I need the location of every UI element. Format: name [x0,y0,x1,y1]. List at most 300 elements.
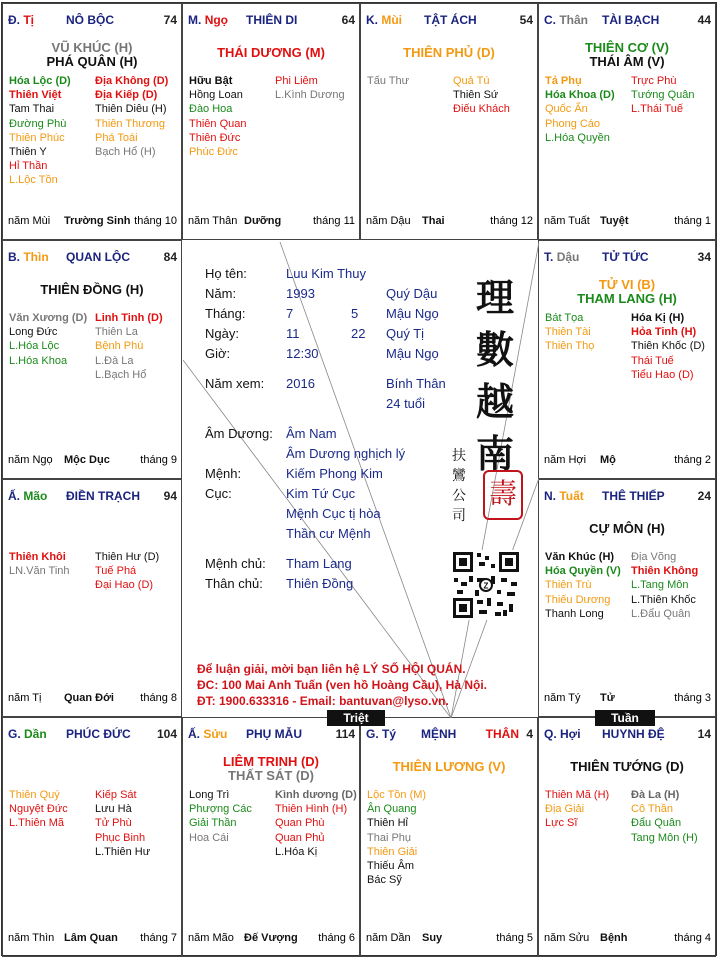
minor-star: Thiên Trù [545,579,592,592]
info-label: Mệnh chủ: [205,556,266,571]
info-value-canchi: Quý Tị [386,326,425,341]
minor-star: Hóa Lộc (D) [9,75,71,87]
minor-star: Bác Sỹ [367,874,402,887]
palace-footer [544,454,711,468]
left-star-list [189,788,252,845]
footer-month: tháng 3 [674,692,711,704]
minor-star: Tử Phù [95,817,132,830]
palace-cell-bot-1 [2,717,182,957]
calligraphy-char: 理 [475,275,514,320]
earthly-branch: Thân [559,13,589,27]
left-star-list [545,311,594,354]
palace-cell-bot-2 [182,717,360,957]
footer-stage: Suy [422,932,443,944]
info-value: Tham Lang [286,556,352,571]
minor-star: Phục Binh [95,831,146,844]
minor-star: L.Đà La [95,354,134,367]
main-star: THẤT SÁT (D) [228,768,314,783]
footer-month: tháng 4 [674,932,711,944]
info-value: 1993 [286,286,315,301]
contact-line-1: Để luận giải, mời bạn liên hệ LÝ SỐ HỘI QUÁN. [197,662,466,676]
minor-star: Đào Hoa [189,103,233,116]
palace-name: QUAN LỘC [66,250,130,264]
earthly-branch: Dậu [556,250,580,264]
info-label: Ngày: [205,326,239,341]
palace-header [544,250,711,266]
contact-line-2: ĐC: 100 Mai Anh Tuấn (ven hồ Hoàng Cầu), Hà Nội. [197,678,488,692]
earthly-branch: Tý [382,727,397,741]
tuan-marker: Tuần [595,710,655,726]
minor-star: Bạch Hổ (H) [95,146,156,159]
calligraphy-logo [471,272,519,480]
minor-star: Hoa Cái [189,831,229,844]
footer-month: tháng 12 [490,215,533,227]
minor-star: Thiên Quan [189,117,247,130]
palace-name: TẬT ÁCH [424,13,477,27]
footer-stage: Trường Sinh [64,215,131,227]
palace-name: NÔ BỘC [66,13,114,27]
minor-star: Quả Tú [453,75,490,87]
minor-star: Lưu Hà [95,803,132,816]
minor-star: Phong Cáo [545,117,601,130]
minor-star: Thiên Khôi [9,551,66,563]
minor-star: Thiên Thọ [545,340,595,353]
minor-star: Thiên Thương [95,117,166,130]
palace-number: 104 [156,727,177,741]
minor-star: Thiên Phúc [9,131,65,144]
calligraphy-char: 越 [475,379,514,424]
left-star-list [9,74,71,188]
minor-star: Quan Phù [275,817,325,830]
palace-name: MỆNH [421,727,457,741]
info-value: 7 [286,306,294,321]
main-star: THÁI DƯƠNG (M) [217,45,325,60]
footer-stage: Quan Đới [64,692,114,704]
footer-year: năm Thân [188,215,238,227]
palace-cell-bot-4 [538,717,716,957]
footer-stage: Tử [600,692,615,704]
right-star-list [631,788,698,845]
palace-name: PHỤ MẪU [246,727,302,741]
palace-cell-mid-r2 [538,479,716,717]
minor-star: Địa Giải [545,803,585,816]
palace-header [544,727,711,743]
info-value: Kim Tứ Cục [286,486,356,501]
side-char: 扶 [452,448,466,464]
horoscope-board [1,2,717,956]
minor-star: Thiên Y [9,146,47,159]
seal-stamp: 壽 [483,470,523,520]
center-panel [183,242,539,718]
earthly-branch: Mùi [381,13,403,27]
footer-stage: Tuyệt [600,215,629,227]
earthly-branch: Dần [24,727,47,741]
minor-star: Tiểu Hao (D) [631,368,694,381]
info-value: Thiên Đồng [286,576,354,591]
minor-star: Hỏa Tinh (H) [631,326,697,339]
minor-star: Tam Thai [9,103,55,116]
palace-number: 44 [697,13,711,27]
minor-star: Thiên Việt [9,89,62,102]
footer-stage: Mộc Dục [64,454,110,466]
minor-star: Đại Hao (D) [95,579,154,592]
minor-star: L.Thiên Hư [95,845,151,858]
info-value-canchi: Mậu Ngọ [386,346,439,361]
minor-star: Cô Thần [631,803,673,816]
footer-month: tháng 8 [140,692,177,704]
minor-star: Phá Toái [95,131,138,144]
earthly-branch: Mão [23,489,48,503]
footer-month: tháng 10 [134,215,177,227]
minor-star: Quan Phủ [275,831,325,844]
palace-number: 64 [341,13,355,27]
minor-star: Ân Quang [367,803,417,816]
info-label: Mệnh: [205,466,242,481]
palace-name: HUYNH ĐỆ [602,727,665,741]
minor-star: Hóa Khoa (D) [545,89,615,102]
palace-number: 34 [697,250,711,264]
right-star-list [631,311,705,382]
minor-star: Thiên Mã (H) [545,789,610,801]
than-label: THÂN [485,727,519,741]
minor-star: Hỉ Thần [9,160,48,173]
left-star-list [367,74,409,88]
palace-name: THIÊN DI [246,13,298,27]
footer-stage: Dưỡng [244,215,282,227]
footer-stage: Lâm Quan [64,932,118,944]
minor-star: Văn Xương (D) [9,312,88,324]
right-star-list [95,74,168,159]
minor-star: L.Hóa Kị [275,845,318,858]
minor-star: Thiên Đức [189,131,241,144]
info-value: 2016 [286,376,315,391]
footer-month: tháng 1 [674,215,711,227]
right-star-list [95,788,150,859]
heavenly-stem: M. [188,13,202,27]
minor-star: Lực Sĩ [545,817,578,830]
footer-year: năm Mão [188,932,234,944]
left-star-list [545,788,609,831]
minor-star: Đà La (H) [631,789,680,801]
palace-cell-mid-l1 [2,240,182,479]
right-star-list [95,550,159,593]
footer-month: tháng 11 [312,215,355,227]
heavenly-stem: Ấ. [8,489,20,503]
palace-header [8,13,177,29]
heavenly-stem: Đ. [8,13,20,27]
info-value: Kiếm Phong Kim [286,466,383,481]
palace-header [188,727,355,743]
minor-star: Bệnh Phù [95,340,144,353]
info-value: Thần cư Mệnh [286,526,371,541]
minor-star: L.Lộc Tồn [9,174,58,187]
palace-footer [366,932,533,946]
footer-year: năm Dậu [366,215,411,227]
minor-star: Thiếu Dương [545,593,611,606]
main-star: THIÊN LƯƠNG (V) [392,759,506,774]
heavenly-stem: C. [544,13,556,27]
main-star: VŨ KHÚC (H) [51,40,133,55]
minor-star: Hữu Bật [189,75,233,87]
palace-number: 84 [163,250,177,264]
minor-star: Tả Phụ [545,75,582,87]
minor-star: L.Hóa Lộc [9,340,60,353]
info-label: Họ tên: [205,266,247,281]
earthly-branch: Sửu [203,727,228,741]
side-char: 司 [452,508,466,524]
contact-line-3: ĐT: 1900.633316 - Email: bantuvan@lyso.vn. [197,694,449,708]
svg-text:Z: Z [483,581,489,591]
heavenly-stem: G. [366,727,379,741]
side-char: 鸞 [452,468,466,484]
right-star-list [631,550,698,621]
main-star: THIÊN ĐỒNG (H) [40,282,144,297]
minor-star: Long Trì [189,789,230,801]
info-label: Năm: [205,286,237,301]
palace-header [8,727,177,743]
minor-star: Thiên Khốc (D) [631,340,705,353]
minor-star: Trực Phù [631,75,677,87]
palace-cell-bot-3 [360,717,538,957]
earthly-branch: Ngọ [204,13,229,27]
left-star-list [9,550,70,578]
minor-star: L.Thái Tuế [631,103,683,116]
palace-footer [188,215,355,229]
left-star-list [545,74,615,145]
info-value-lunar: 22 [351,326,366,341]
footer-month: tháng 5 [496,932,533,944]
minor-star: Tuế Phá [95,565,137,578]
minor-star: Linh Tinh (D) [95,312,163,324]
info-value: 12:30 [286,346,319,361]
right-star-list [95,311,163,382]
minor-star: Điếu Khách [453,103,510,116]
minor-star: Quốc Ấn [545,103,588,116]
info-value-canchi: Mậu Ngọ [386,306,439,321]
minor-star: Thiên Không [631,565,699,578]
palace-header [544,13,711,29]
minor-star: Tướng Quân [631,89,695,102]
footer-year: năm Tý [544,692,581,704]
right-star-list [275,788,357,859]
info-value-canchi: Quý Dậu [386,286,438,301]
minor-star: LN.Văn Tinh [9,565,70,578]
palace-number: 24 [697,489,711,503]
right-star-list [631,74,695,117]
main-star: PHÁ QUÂN (H) [46,54,138,69]
main-star: CỰ MÔN (H) [589,521,665,536]
left-star-list [9,788,68,831]
minor-star: Địa Kiếp (D) [95,89,158,102]
palace-number: 114 [335,727,355,741]
minor-star: Hóa Kị (H) [631,312,685,324]
palace-cell-mid-l2 [2,479,182,717]
palace-cell-top-3 [360,3,538,240]
minor-star: Thiên Hư (D) [95,551,160,563]
palace-header [8,489,177,505]
palace-footer [188,932,355,946]
footer-year: năm Thìn [8,932,55,944]
minor-star: Đường Phù [9,117,67,130]
minor-star: Tang Môn (H) [631,831,698,844]
minor-star: Văn Khúc (H) [545,551,615,563]
minor-star: L.Thiên Mã [9,817,65,830]
palace-footer [8,932,177,946]
palace-name: PHÚC ĐỨC [66,727,131,741]
minor-star: Thiếu Âm [367,860,415,873]
palace-footer [366,215,533,229]
left-star-list [189,74,246,159]
main-star: THIÊN TƯỚNG (D) [570,759,684,774]
earthly-branch: Tuất [559,489,584,503]
footer-year: năm Dần [366,932,411,944]
info-label: Tháng: [205,306,246,321]
earthly-branch: Hợi [560,727,581,741]
palace-number: 54 [519,13,533,27]
palace-header [8,250,177,266]
palace-cell-mid-r1 [538,240,716,479]
footer-year: năm Tị [8,692,42,704]
minor-star: Đẩu Quân [631,817,682,830]
heavenly-stem: K. [366,13,378,27]
minor-star: Thiên Hình (H) [275,803,348,816]
minor-star: Lộc Tồn (M) [367,789,427,801]
palace-footer [8,454,177,468]
heavenly-stem: T. [544,250,554,264]
minor-star: Thanh Long [545,607,604,620]
footer-stage: Bệnh [600,932,628,944]
minor-star: Địa Võng [631,551,677,563]
info-label: Giờ: [205,346,231,361]
calligraphy-char: 數 [475,327,514,372]
palace-header [188,13,355,29]
palace-cell-top-1 [2,3,182,240]
minor-star: Tấu Thư [367,75,410,87]
palace-name: TÀI BẠCH [602,13,660,27]
info-value-canchi: 24 tuổi [386,396,426,411]
minor-star: Địa Không (D) [95,75,169,87]
minor-star: Thiên La [95,326,138,339]
minor-star: L.Tang Môn [631,579,689,592]
minor-star: L.Hóa Quyền [545,131,610,144]
palace-name: ĐIỀN TRẠCH [66,489,140,503]
minor-star: L.Bạch Hổ [95,368,147,381]
palace-footer [8,692,177,706]
minor-star: Bát Tọa [545,312,584,324]
minor-star: Phúc Đức [189,146,238,159]
footer-year: năm Hợi [544,454,587,466]
footer-month: tháng 9 [140,454,177,466]
palace-footer [544,932,711,946]
footer-year: năm Ngọ [8,454,53,466]
palace-header [366,727,533,743]
info-label: Âm Dương: [205,426,273,441]
triet-marker: Triệt [327,710,385,726]
footer-month: tháng 2 [674,454,711,466]
footer-month: tháng 7 [140,932,177,944]
earthly-branch: Tị [23,13,35,27]
minor-star: L.Hóa Khoa [9,354,68,367]
minor-star: Hóa Quyền (V) [545,565,621,578]
side-char: 公 [452,488,466,504]
minor-star: L.Thiên Khốc [631,593,696,606]
info-label: Cục: [205,486,232,501]
minor-star: Thiên Hỉ [367,817,408,830]
minor-star: Kình dương (D) [275,789,357,801]
heavenly-stem: B. [8,250,20,264]
earthly-branch: Thìn [23,250,49,264]
footer-month: tháng 6 [318,932,355,944]
main-star: TỬ VI (B) [598,277,656,292]
info-value: Âm Nam [286,426,337,441]
palace-header [366,13,533,29]
main-star: THIÊN CƠ (V) [584,40,670,55]
right-star-list [453,74,510,117]
info-label: Thân chủ: [205,576,263,591]
palace-number: 4 [526,727,533,741]
main-star: LIÊM TRINH (D) [222,754,320,769]
palace-footer [8,215,177,229]
minor-star: L.Đẩu Quân [631,607,691,620]
palace-cell-top-4 [538,3,716,240]
minor-star: Thiên Quý [9,789,60,801]
info-value: Luu Kim Thuy [286,266,366,281]
info-value-canchi: Bính Thân [386,376,446,391]
info-value: Âm Dương nghịch lý [286,446,406,461]
minor-star: Phượng Các [189,803,252,816]
info-value: 11 [286,326,300,341]
footer-year: năm Mùi [8,215,51,227]
footer-year: năm Sửu [544,932,590,944]
calligraphy-char: 南 [475,431,514,476]
main-star: THAM LANG (H) [577,291,677,306]
footer-stage: Mộ [600,454,616,466]
main-star: THIÊN PHỦ (D) [403,45,495,60]
palace-footer [544,215,711,229]
minor-star: Thiên Giải [367,845,418,858]
qr-code [451,550,521,620]
palace-number: 74 [163,13,177,27]
heavenly-stem: N. [544,489,556,503]
minor-star: Thai Phụ [367,831,412,844]
info-value-lunar: 5 [351,306,359,321]
minor-star: Long Đức [9,326,58,339]
palace-footer [544,692,711,706]
palace-header [544,489,711,505]
minor-star: Hồng Loan [189,89,243,102]
heavenly-stem: Ấ. [188,727,200,741]
footer-stage: Đế Vượng [244,932,298,944]
minor-star: Thiên Tài [545,326,591,339]
minor-star: Phi Liêm [275,75,318,87]
footer-year: năm Tuất [544,215,590,227]
info-value: Mệnh Cục tị hòa [286,506,381,521]
company-side-text [451,446,467,526]
left-star-list [367,788,426,887]
main-star: THÁI ÂM (V) [589,54,665,69]
minor-star: L.Kình Dương [275,89,345,102]
minor-star: Giải Thần [189,817,237,830]
heavenly-stem: G. [8,727,21,741]
palace-name: THÊ THIẾP [602,489,665,503]
minor-star: Nguyệt Đức [9,803,68,816]
left-star-list [9,311,87,368]
palace-name: TỬ TỨC [602,250,649,264]
palace-number: 94 [163,489,177,503]
minor-star: Thiên Sứ [453,89,499,102]
info-label: Năm xem: [205,376,265,391]
palace-number: 14 [697,727,711,741]
